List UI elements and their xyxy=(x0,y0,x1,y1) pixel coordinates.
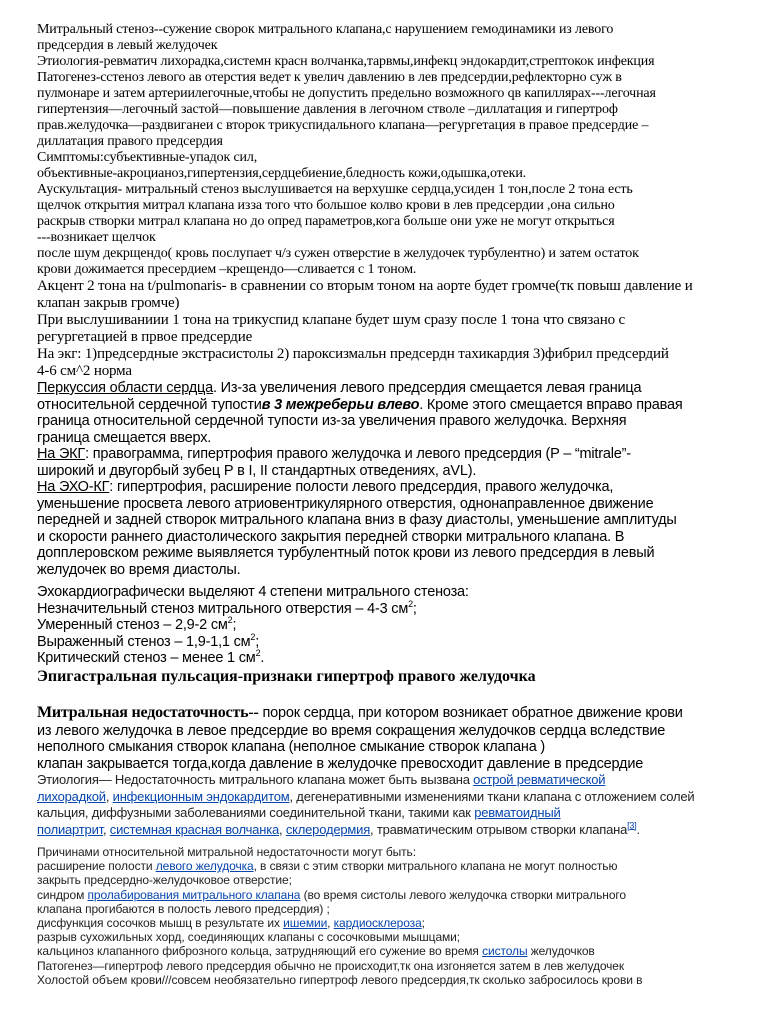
text-line: кальциноз клапанного фиброзного кольца, затрудняющий его сужение во время систолы желудочков xyxy=(37,944,595,959)
text-line: расширение полости левого желудочка, в связи с этим створки митрального клапана не могут полностью xyxy=(37,859,618,874)
text-line: уменьшение просвета левого атриовентрикулярного отверстия, однонаправленное движение xyxy=(37,495,654,512)
text-line: Патогенез—гипертроф левого предсердия обычно не происходит,тк она изгоняется затем в лев желудочек xyxy=(37,958,625,973)
percussion-label: Перкуссия области сердца xyxy=(37,380,213,396)
text-line: клапан закрыв громче) xyxy=(37,295,180,311)
ekg-label: На ЭКГ xyxy=(37,446,86,462)
text-line: Перкуссия области сердца. Из-за увеличения левого предсердия смещается левая граница xyxy=(37,380,642,396)
text-line: крови дожимается пресердием –крещендо—сливается с 1 тоном. xyxy=(37,262,417,277)
text-line: Акцент 2 тона на t/pulmonaris- в сравнении со вторым тоном на аорте будет громче(тк повыш давление и xyxy=(37,278,693,294)
text-line: полиартрит, системная красная волчанка, склеродермия, травматическим отрывом створки клапана[3]. xyxy=(37,820,640,837)
text-line: после шум декрщендо( кровь послупает ч/з сужен отверстие в желудочек турбулентно) и затем остаток xyxy=(37,246,639,261)
text-line: передней и задней створок митрального клапана вниз в фазу диастолы, уменьшение амплитуды xyxy=(37,512,677,528)
text-line: лихорадкой, инфекционным эндокардитом, дегенеративными изменениями ткани клапана с отложением солей xyxy=(37,788,695,804)
text-line: клапан закрывается тогда,когда давление в желудочке превосходит давление в предсердие xyxy=(37,755,644,772)
document-page xyxy=(37,22,749,987)
text-line: предсердия в левый желудочек xyxy=(37,38,218,53)
text-line: На экг: 1)предсердные экстрасистолы 2) пароксизмальн предсердн тахикардия 3)фибрил предсердий xyxy=(37,346,669,362)
text-line: граница относительной сердечной тупости из-за увеличения правого желудочка. Верхняя xyxy=(37,413,627,429)
ekg-section xyxy=(37,446,749,479)
text-line: Патогенез-сстеноз левого ав отерстия ведет к увелич давлению в лев предсердии,рефлекторно суж в xyxy=(37,70,622,85)
text-line: закрыть предсердно-желудочковое отверстие; xyxy=(37,873,292,888)
degree-item: Выраженный стеноз – 1,9-1,1 $см^2$; xyxy=(37,631,260,650)
text-line: щелчок открытия митрал клапана изза того что большое колво крови в лев предсердии ,она сильно xyxy=(37,198,615,213)
text-line: желудочек во время диастолы. xyxy=(37,561,241,578)
text-line: регургетацией в првое предсердие xyxy=(37,329,253,345)
text-line: Симптомы:субъективные-упадок сил, xyxy=(37,150,258,165)
link[interactable]: системная красная волчанка xyxy=(109,821,279,837)
link[interactable]: полиартрит xyxy=(37,821,103,837)
text-line: Этиология-ревматич лихорадка,системн красн волчанка,тарвмы,инфекц эндокардит,стрептокок инфекция xyxy=(37,54,655,69)
text-line: объективные-акроцианоз,гипертензия,сердцебиение,бледность кожи,одышка,отеки. xyxy=(37,166,527,181)
text-line: гипертензия—легочный застой—повышение давления в легочном стволе –диллатация и гипертроф xyxy=(37,102,618,117)
text-line: Этиология— Недостаточность митрального клапана может быть вызвана острой ревматической xyxy=(37,772,606,787)
link[interactable]: инфекционным эндокардитом xyxy=(112,788,290,804)
text-line: разрыв сухожильных хорд, соединяющих клапаны с сосочковыми мышцами; xyxy=(37,930,461,945)
text-line: ---возникает щелчок xyxy=(37,230,156,245)
text-line: Митральный стеноз--сужение сворок митрального клапана,с нарушением гемодинамики из левого xyxy=(37,22,614,37)
link[interactable]: пролабирования митрального клапана xyxy=(87,887,301,902)
link[interactable]: левого желудочка xyxy=(155,859,254,874)
link[interactable]: склеродермия xyxy=(285,821,371,837)
echo-label: На ЭХО-КГ xyxy=(37,479,110,495)
text-line: из левого желудочка в левое предсердие во время сокращения желудочков сердца вследствие xyxy=(37,722,666,739)
text-line: допплеровском режиме выявляется турбулентный поток крови из левого предсердия в левый xyxy=(37,545,655,561)
text-line: клапана прогибаются в полость левого предсердия) ; xyxy=(37,901,330,916)
text-line: На ЭКГ: правограмма, гипертрофия правого желудочка и левого предсердия (P – “mitrale”- xyxy=(37,446,631,462)
text-line: кальция, диффузными заболеваниями соединительной ткани, такими как ревматоидный xyxy=(37,805,561,820)
text-line: Холостой объем крови///совсем необязательно гипертроф левого предсердия,тк сколько забросилось крови в xyxy=(37,972,643,987)
stenosis-notes xyxy=(37,22,749,380)
text-line: раскрыв створки митрал клапана но до опред параметров,кога больше они уже не могут открыться xyxy=(37,214,615,229)
stenosis-degrees xyxy=(37,584,749,667)
text-line: Митральная недостаточность-- порок сердца, при котором возникает обратное движение крови xyxy=(37,703,683,721)
degree-item: Незначительный стеноз митрального отверстия – 4-3 $см^2$; xyxy=(37,598,417,617)
text-line: пулмонаре и затем артериилегочные,чтобы не допустить предельно возможного qв капиллярах---легочная xyxy=(37,86,656,101)
text-line: Аускультация- митральный стеноз выслушивается на верхушке сердца,усиден 1 тон,после 2 тона есть xyxy=(37,182,633,197)
text-line: неполного смыкания створок клапана (неполное смыкание створок клапана ) xyxy=(37,739,546,755)
text-line: На ЭХО-КГ: гипертрофия, расширение полости левого предсердия, правого желудочка, xyxy=(37,479,614,495)
link[interactable]: систолы xyxy=(482,944,528,959)
text-line: и скорости раннего диастолического закрытия передней створки митрального клапана. В xyxy=(37,528,625,545)
link[interactable]: острой ревматической xyxy=(473,772,606,787)
link[interactable]: лихорадкой xyxy=(37,788,106,804)
link[interactable]: ишемии xyxy=(283,916,328,931)
text-line: При выслушиваниии 1 тона на трикуспид клапане будет шум сразу после 1 тона что связано с xyxy=(37,312,626,328)
text-line: диллатация правого предсердия xyxy=(37,134,223,149)
echo-section xyxy=(37,479,749,578)
epigastric-heading: Эпигастральная пульсация-признаки гипертроф правого желудочка xyxy=(37,667,536,685)
link[interactable]: кардиосклероза xyxy=(333,916,422,931)
degree-item: Критический стеноз – менее 1 $см^2$. xyxy=(37,648,265,666)
degree-item: Умеренный стеноз – 2,9-2 $см^2$; xyxy=(37,615,237,633)
text-line: синдром пролабирования митрального клапана (во время систолы левого желудочка створки митрального xyxy=(37,887,626,902)
percussion-section xyxy=(37,380,749,446)
mitral-insufficiency-section xyxy=(37,703,749,839)
text-line: дисфункция сосочков мышц в результате их ишемии, кардиосклероза; xyxy=(37,916,425,931)
text-line: Эхокардиографически выделяют 4 степени митрального стеноза: xyxy=(37,584,469,600)
link[interactable]: ревматоидный xyxy=(474,805,561,820)
causes-section xyxy=(37,845,749,987)
emphasis: в 3 межреберьи влево xyxy=(261,396,420,413)
text-line: Причинами относительной митральной недостаточности могут быть: xyxy=(37,845,416,859)
text-line: широкий и двугорбый зубец Р в I, II стандартных отведениях, aVL). xyxy=(37,462,477,479)
text-line: граница смещается вверх. xyxy=(37,429,212,446)
reference-link[interactable]: [3] xyxy=(627,820,637,831)
text-line: 4-6 см^2 норма xyxy=(37,363,132,379)
section-title: Митральная недостаточность-- xyxy=(37,703,259,721)
text-line: прав.желудочка—раздвиганеи с второк трикуспидального клапана—регургетация в правое предсердие – xyxy=(37,118,649,133)
text-line: относительной сердечной тупостив 3 межреберьи влево. Кроме этого смещается вправо правая xyxy=(37,396,683,413)
